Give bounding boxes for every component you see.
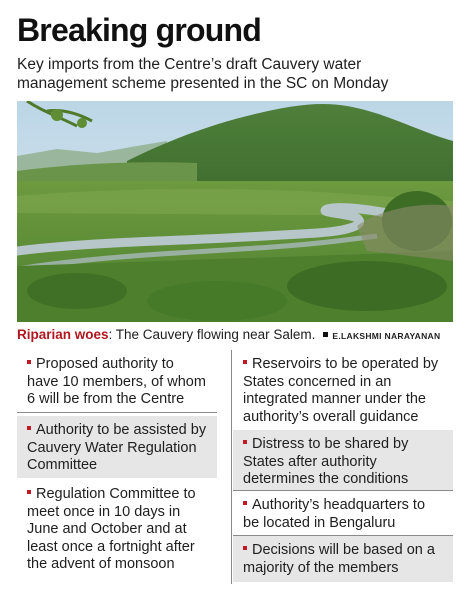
key-point-text: Regulation Committee to meet once in 10 days in June and October and at least once a fortnight after the advent of monsoon xyxy=(27,486,196,572)
photo-caption xyxy=(17,326,453,345)
key-point-text: Authority’s headquarters to be located in Bengaluru xyxy=(243,497,426,531)
key-point-text: Authority to be assisted by Cauvery Water Regulation Committee xyxy=(27,422,207,473)
square-icon xyxy=(323,332,328,337)
key-point xyxy=(233,536,453,582)
photo-credit: E.LAKSHMI NARAYANAN xyxy=(332,331,441,341)
caption-text: : The Cauvery flowing near Salem. xyxy=(108,327,316,342)
key-point xyxy=(233,491,453,535)
bullet-icon xyxy=(243,360,247,364)
key-point-text: Distress to be shared by States after authority determines the conditions xyxy=(243,436,409,487)
key-point-text: Decisions will be based on a majority of the members xyxy=(243,542,435,576)
bullet-icon xyxy=(27,490,31,494)
key-point xyxy=(233,350,453,430)
column-divider xyxy=(231,350,232,584)
key-point xyxy=(17,480,217,580)
river-photo xyxy=(17,101,453,322)
bullet-icon xyxy=(243,440,247,444)
key-point xyxy=(17,416,217,478)
bullet-icon xyxy=(243,546,247,550)
key-point xyxy=(17,350,217,412)
key-point-text: Proposed authority to have 10 members, of whom 6 will be from the Centre xyxy=(27,356,206,407)
bullet-icon xyxy=(27,360,31,364)
caption-highlight: Riparian woes xyxy=(17,327,109,342)
river-landscape-image xyxy=(17,101,453,322)
headline: Breaking ground xyxy=(17,12,262,48)
bullet-icon xyxy=(27,426,31,430)
divider xyxy=(17,412,217,413)
key-points-grid xyxy=(17,350,453,584)
bullet-icon xyxy=(243,501,247,505)
subtitle: Key imports from the Centre’s draft Cauvery water management scheme presented in the SC on Monday xyxy=(17,56,389,92)
key-point xyxy=(233,430,453,490)
key-point-text: Reservoirs to be operated by States concerned in an integrated manner under the authority’s overall guidance xyxy=(243,356,439,425)
